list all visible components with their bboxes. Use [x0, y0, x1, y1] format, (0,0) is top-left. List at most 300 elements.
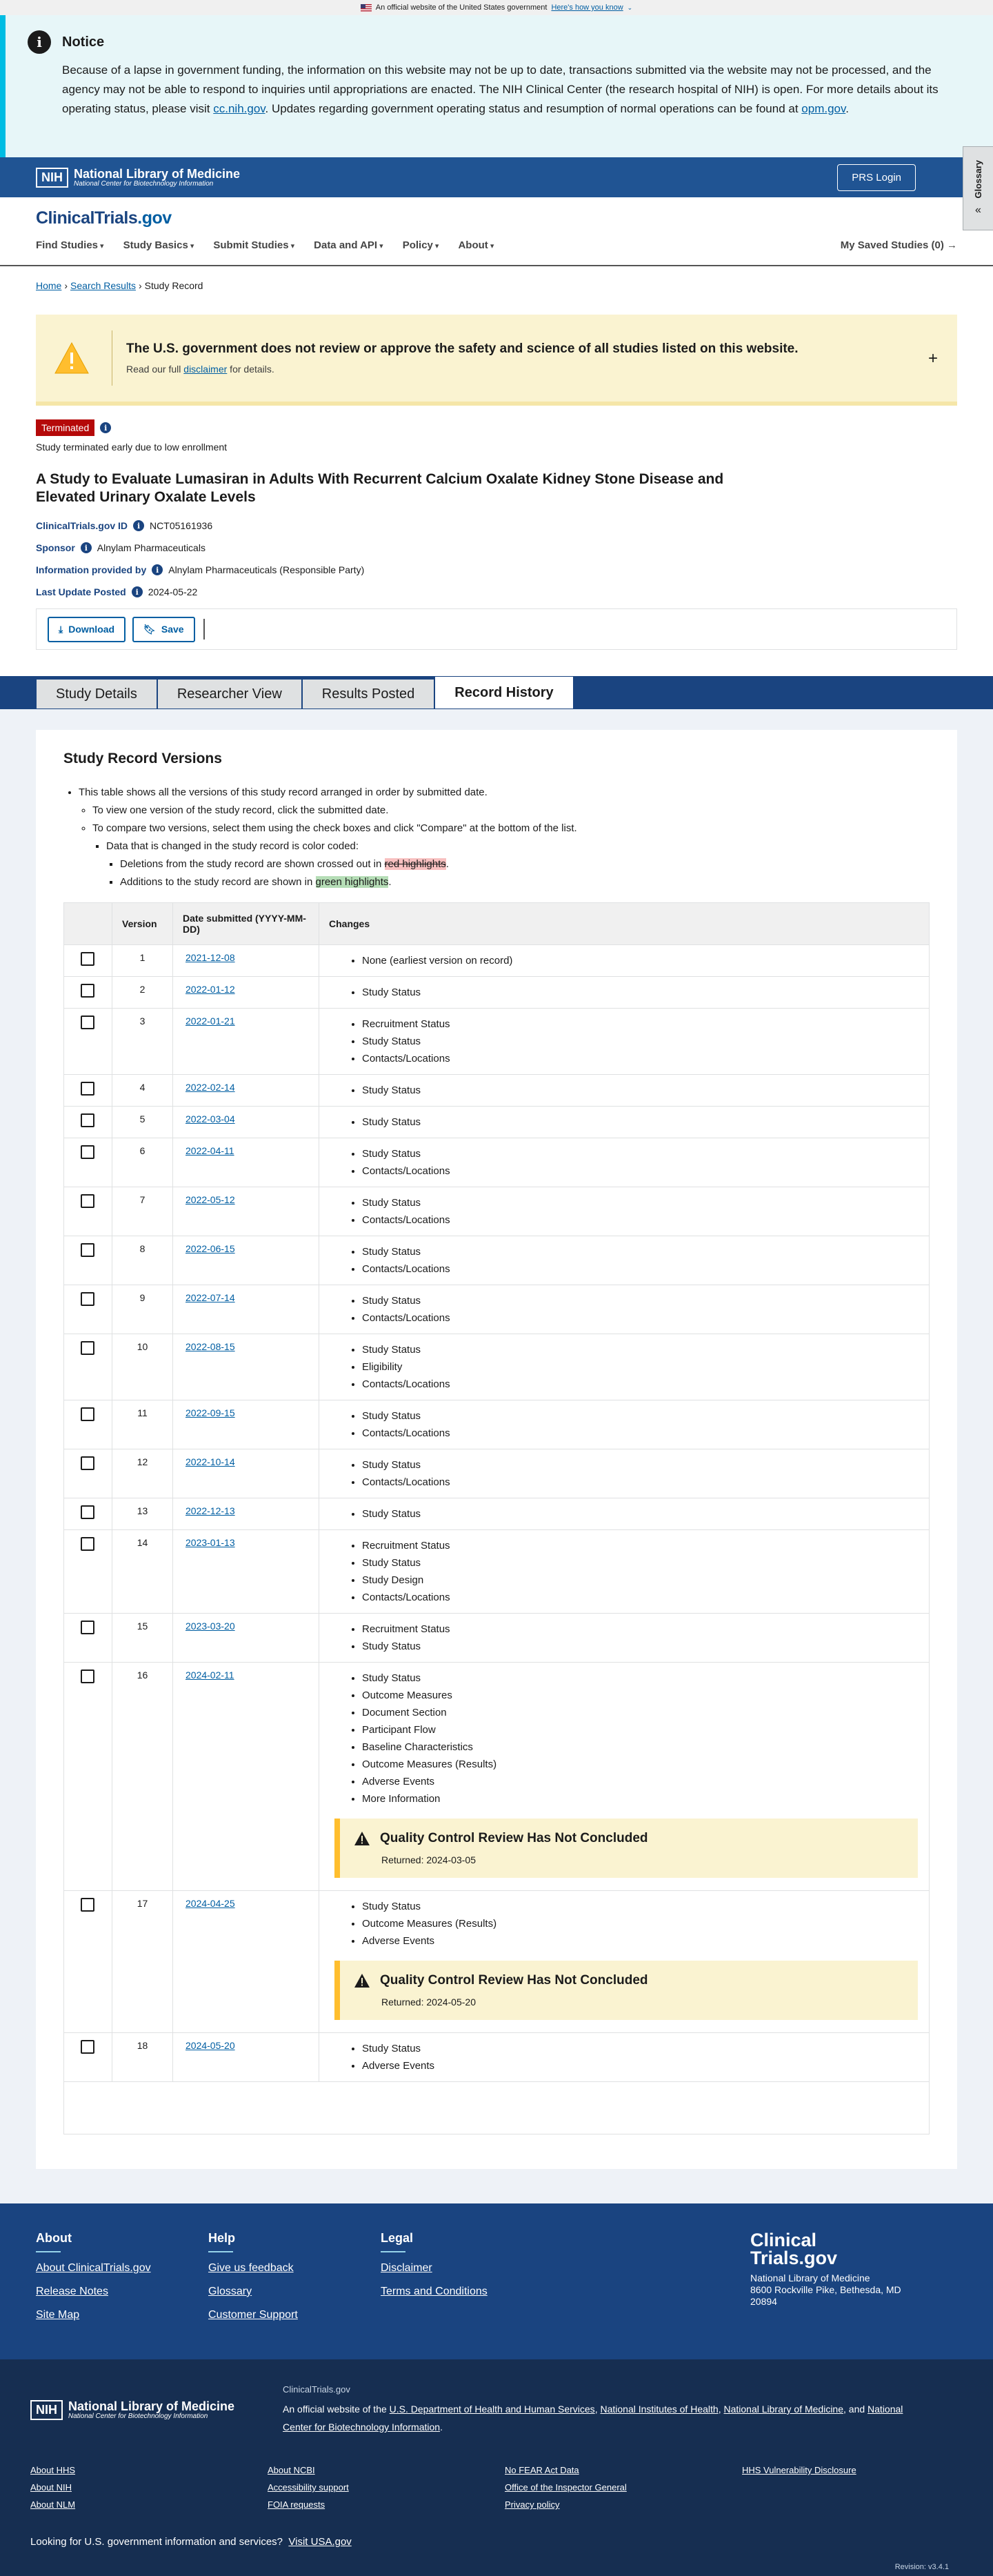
- version-date-cell: [173, 2033, 319, 2081]
- nlm-footer: [0, 2359, 993, 2576]
- change-item: • Outcome Measures (Results): [362, 1756, 918, 1773]
- header-changes: Changes: [329, 918, 370, 929]
- version-row: [64, 1662, 929, 1890]
- change-item: • Study Status: [362, 1407, 918, 1425]
- version-row: [64, 1285, 929, 1334]
- breadcrumb-search-results[interactable]: Search Results: [70, 280, 136, 291]
- history-title: Study Record Versions: [63, 751, 222, 766]
- download-label: Download: [68, 624, 115, 635]
- version-changes: [319, 1138, 929, 1187]
- nlm-footer-logo[interactable]: [30, 2384, 234, 2436]
- id-info-icon[interactable]: i: [133, 520, 144, 531]
- version-checkbox-cell: [64, 1614, 112, 1662]
- version-date-link[interactable]: 2024-02-11: [185, 1670, 234, 1681]
- notice-text-part: .: [845, 102, 849, 115]
- revision: Revision: v3.4.1: [894, 2563, 949, 2571]
- footer-about-title: About: [36, 2231, 72, 2245]
- footer-logo-line: Trials.gov: [750, 2248, 838, 2268]
- nlm-footer-link[interactable]: About NCBI: [268, 2465, 315, 2475]
- qc-title: Quality Control Review Has Not Concluded: [380, 1973, 648, 1988]
- footer-logo[interactable]: [750, 2231, 930, 2267]
- version-number: 4: [112, 1075, 173, 1106]
- version-checkbox[interactable]: [81, 952, 94, 966]
- ncbi-subtitle: National Center for Biotechnology Information: [74, 179, 214, 188]
- warning-icon: [354, 1831, 370, 1846]
- sponsor-label: Sponsor: [36, 542, 75, 553]
- change-item: • Study Status: [362, 1292, 918, 1309]
- sponsor-info-icon[interactable]: i: [81, 542, 92, 553]
- version-checkbox-cell: [64, 1009, 112, 1074]
- address-line: 8600 Rockville Pike, Bethesda, MD 20894: [750, 2284, 901, 2307]
- change-item: • Outcome Measures (Results): [362, 1915, 918, 1932]
- gov-banner-text: An official website of the United States government: [375, 3, 548, 12]
- version-changes: [319, 1498, 929, 1529]
- change-item: • Study Status: [362, 1670, 918, 1687]
- version-date-cell: [173, 1285, 319, 1334]
- version-number: 3: [112, 1009, 173, 1074]
- qc-returned: Returned: 2024-03-05: [381, 1854, 476, 1865]
- footer-link[interactable]: Customer Support: [208, 2309, 298, 2321]
- breadcrumb-separator: ›: [138, 280, 142, 291]
- version-date-link[interactable]: 2022-03-04: [185, 1113, 235, 1124]
- instruction-item: • This table shows all the versions of this study record arranged in order by submitted date.: [79, 784, 930, 802]
- divider: [203, 619, 205, 640]
- footer-link[interactable]: Disclaimer: [381, 2262, 432, 2274]
- change-item: • Contacts/Locations: [362, 1376, 918, 1393]
- footer-link[interactable]: Site Map: [36, 2309, 80, 2321]
- version-checkbox[interactable]: [81, 1505, 94, 1519]
- version-checkbox[interactable]: [81, 1292, 94, 1306]
- footer-link[interactable]: Give us feedback: [208, 2262, 294, 2274]
- version-checkbox-cell: [64, 945, 112, 976]
- ncbi-subtitle: National Center for Biotechnology Information: [68, 2412, 208, 2420]
- version-date-cell: [173, 1075, 319, 1106]
- footer-legal-title: Legal: [381, 2231, 414, 2245]
- footer-help-title: Help: [208, 2231, 236, 2245]
- version-date-link[interactable]: 2022-08-15: [185, 1341, 235, 1352]
- version-date-cell: [173, 977, 319, 1008]
- ncbi-link[interactable]: National Center for Biotechnology Information: [283, 2404, 903, 2433]
- version-number: 2: [112, 977, 173, 1008]
- version-date-link[interactable]: 2024-04-25: [185, 1898, 235, 1909]
- version-number: 7: [112, 1187, 173, 1236]
- provided-by-value: Alnylam Pharmaceuticals (Responsible Party): [168, 564, 365, 575]
- version-number: 14: [112, 1530, 173, 1613]
- usa-text: Looking for U.S. government information and services?: [30, 2536, 283, 2548]
- versions-body: [64, 944, 929, 2081]
- nav-study-basics[interactable]: Study Basics ▾: [123, 239, 194, 251]
- version-checkbox-cell: [64, 977, 112, 1008]
- disclaimer-banner: [36, 315, 957, 406]
- change-item: • Eligibility: [362, 1358, 918, 1376]
- green-highlight-sample: green highlights: [315, 876, 389, 888]
- change-item: • Study Status: [362, 1113, 918, 1131]
- version-number: 15: [112, 1614, 173, 1662]
- version-changes: [319, 2033, 929, 2081]
- nav-data-and-api[interactable]: Data and API ▾: [314, 239, 383, 251]
- divider: [36, 2251, 61, 2252]
- version-changes: [319, 1107, 929, 1138]
- tab-record-history[interactable]: Record History: [434, 676, 573, 709]
- version-date-link[interactable]: 2022-12-13: [185, 1505, 235, 1516]
- logo-text-b: .gov: [137, 208, 172, 228]
- version-checkbox-cell: [64, 1285, 112, 1334]
- save-button[interactable]: [132, 617, 194, 642]
- save-label: Save: [161, 624, 184, 635]
- version-date-cell: [173, 1449, 319, 1498]
- nlm-footer-link[interactable]: About NIH: [30, 2482, 72, 2493]
- change-item: • Adverse Events: [362, 2057, 918, 2074]
- footer-link[interactable]: Release Notes: [36, 2286, 108, 2297]
- version-checkbox[interactable]: [81, 1113, 94, 1127]
- last-update-value: 2024-05-22: [148, 586, 198, 597]
- version-number: 8: [112, 1236, 173, 1285]
- version-checkbox[interactable]: [81, 1015, 94, 1029]
- ct-header: [0, 197, 993, 266]
- record-history-card: [36, 730, 957, 2169]
- official-text: and: [848, 2404, 868, 2415]
- my-saved-studies-link[interactable]: My Saved Studies (0) →: [840, 239, 957, 251]
- change-item: • Contacts/Locations: [362, 1425, 918, 1442]
- nlm-footer-link[interactable]: Accessibility support: [268, 2482, 349, 2493]
- usa-gov-line: [30, 2536, 963, 2548]
- official-text: An official website of the: [283, 2404, 390, 2415]
- version-date-cell: [173, 1614, 319, 1662]
- tab-results-posted[interactable]: Results Posted: [302, 679, 435, 709]
- instruction-item: ◦ To compare two versions, select them using the check boxes and click "Compare" at the bottom of the list.: [92, 820, 930, 838]
- version-checkbox-cell: [64, 1187, 112, 1236]
- logo-text-a: ClinicalTrials: [36, 208, 138, 228]
- nlm-footer-link[interactable]: Office of the Inspector General: [505, 2482, 627, 2493]
- footer-ct-name: ClinicalTrials.gov: [283, 2384, 350, 2395]
- version-checkbox[interactable]: [81, 1341, 94, 1355]
- nav-policy[interactable]: Policy ▾: [403, 239, 439, 251]
- empty-cell: [742, 2499, 949, 2510]
- version-number: 10: [112, 1334, 173, 1400]
- notice-text: [62, 61, 965, 119]
- version-checkbox-cell: [64, 1236, 112, 1285]
- version-row: [64, 1449, 929, 1498]
- change-item: • None (earliest version on record): [362, 952, 918, 969]
- double-chevron-left-icon: «: [975, 204, 981, 216]
- version-row: [64, 1236, 929, 1285]
- version-changes: [319, 1009, 929, 1074]
- usa-gov-link[interactable]: Visit USA.gov: [288, 2536, 352, 2548]
- versions-header: [64, 903, 929, 944]
- version-checkbox-cell: [64, 1400, 112, 1449]
- version-checkbox[interactable]: [81, 1082, 94, 1096]
- change-item: • Study Status: [362, 1505, 918, 1523]
- change-item: • Recruitment Status: [362, 1015, 918, 1033]
- nih-logo-mark: NIH: [30, 2400, 63, 2420]
- version-checkbox-cell: [64, 1530, 112, 1613]
- cc-nih-link[interactable]: cc.nih.gov: [213, 102, 265, 115]
- gov-banner: [0, 0, 993, 15]
- version-checkbox-cell: [64, 1449, 112, 1498]
- version-checkbox-cell: [64, 1891, 112, 2032]
- update-info-icon[interactable]: i: [132, 586, 143, 597]
- version-row: [64, 1890, 929, 2032]
- versions-table: [63, 902, 930, 2134]
- change-item: • Contacts/Locations: [362, 1309, 918, 1327]
- version-number: 13: [112, 1498, 173, 1529]
- qc-alert: [334, 1961, 918, 2020]
- version-changes: [319, 1285, 929, 1334]
- version-checkbox[interactable]: [81, 1898, 94, 1912]
- version-changes: [319, 1449, 929, 1498]
- hhs-link[interactable]: U.S. Department of Health and Human Services: [389, 2404, 595, 2415]
- version-changes: [319, 1400, 929, 1449]
- nlm-footer-links: [30, 2465, 963, 2510]
- version-checkbox[interactable]: [81, 1621, 94, 1634]
- warning-icon: [54, 341, 90, 375]
- breadcrumb-separator: ›: [64, 280, 68, 291]
- version-row: [64, 1334, 929, 1400]
- expand-plus-icon[interactable]: +: [927, 349, 938, 368]
- version-changes: [319, 977, 929, 1008]
- version-date-link[interactable]: 2021-12-08: [185, 952, 235, 963]
- warning-icon: [354, 1973, 370, 1988]
- change-item: • Study Status: [362, 1638, 918, 1655]
- version-date-cell: [173, 1107, 319, 1138]
- tab-researcher-view[interactable]: Researcher View: [157, 679, 302, 709]
- official-site-text: ClinicalTrials.gov An official website of the U.S. Department of Health and Human Services, National Institutes of Health, National Library of Medicine, and National Center for Biotechnology Information.: [283, 2384, 924, 2436]
- version-date-cell: [173, 1891, 319, 2032]
- status-badge: Terminated: [36, 419, 94, 436]
- opm-link[interactable]: opm.gov: [801, 102, 846, 115]
- site-footer: [0, 2203, 993, 2359]
- version-date-link[interactable]: 2022-09-15: [185, 1407, 235, 1418]
- version-date-cell: [173, 1530, 319, 1613]
- instruction-text: Deletions from the study record are shown crossed out in: [120, 858, 385, 870]
- version-date-link[interactable]: 2022-01-21: [185, 1015, 235, 1027]
- id-label: ClinicalTrials.gov ID: [36, 520, 128, 531]
- version-row: [64, 1138, 929, 1187]
- nlm-footer-link[interactable]: About NLM: [30, 2499, 76, 2510]
- status-info-icon[interactable]: i: [100, 422, 111, 433]
- nav-submit-studies[interactable]: Submit Studies ▾: [213, 239, 294, 251]
- change-item: • Study Design: [362, 1572, 918, 1589]
- version-checkbox-cell: [64, 1663, 112, 1890]
- history-instructions: [63, 784, 930, 891]
- version-date-link[interactable]: 2024-05-20: [185, 2040, 235, 2051]
- study-header: [0, 406, 993, 597]
- version-checkbox[interactable]: [81, 1243, 94, 1257]
- disclaimer-text-part: Read our full: [126, 364, 184, 375]
- version-changes: [319, 1187, 929, 1236]
- footer-about: [36, 2231, 208, 2359]
- action-bar: [36, 608, 957, 650]
- provided-info-icon[interactable]: i: [152, 564, 163, 575]
- notice-title: Notice: [62, 34, 105, 50]
- change-item: • Contacts/Locations: [362, 1050, 918, 1067]
- version-checkbox[interactable]: [81, 1407, 94, 1421]
- version-checkbox[interactable]: [81, 1537, 94, 1551]
- nlm-footer-link[interactable]: About HHS: [30, 2465, 76, 2475]
- version-number: 1: [112, 945, 173, 976]
- change-item: • Study Status: [362, 2040, 918, 2057]
- change-item: • Study Status: [362, 1194, 918, 1211]
- change-item: • More Information: [362, 1790, 918, 1807]
- change-item: • Contacts/Locations: [362, 1162, 918, 1180]
- nlm-header: [0, 157, 993, 197]
- qc-alert: [334, 1819, 918, 1878]
- version-changes: [319, 1891, 929, 2032]
- nlm-name: National Library of Medicine: [74, 166, 241, 181]
- footer-address: [750, 2272, 930, 2308]
- disclaimer-title: The U.S. government does not review or approve the safety and science of all studies listed on this website.: [126, 341, 799, 356]
- version-row: [64, 1498, 929, 1529]
- chevron-down-icon: ⌄: [627, 3, 633, 11]
- change-item: • Contacts/Locations: [362, 1211, 918, 1229]
- download-button[interactable]: [48, 617, 126, 642]
- change-item: • Study Status: [362, 1082, 918, 1099]
- version-date-link[interactable]: 2023-03-20: [185, 1621, 235, 1632]
- version-date-link[interactable]: 2022-02-14: [185, 1082, 235, 1093]
- change-item: • Outcome Measures: [362, 1687, 918, 1704]
- version-number: 12: [112, 1449, 173, 1498]
- nav-find-studies[interactable]: Find Studies ▾: [36, 239, 104, 251]
- version-date-link[interactable]: 2022-07-14: [185, 1292, 235, 1303]
- change-item: • Study Status: [362, 1554, 918, 1572]
- footer-link[interactable]: Glossary: [208, 2286, 252, 2297]
- instruction-item: ▪ Additions to the study record are shown in green highlights.: [120, 873, 930, 891]
- study-tabs: [0, 676, 993, 709]
- version-date-link[interactable]: 2022-10-14: [185, 1456, 235, 1467]
- qc-title: Quality Control Review Has Not Concluded: [380, 1831, 648, 1845]
- nlm-link[interactable]: National Library of Medicine: [723, 2404, 843, 2415]
- version-checkbox[interactable]: [81, 984, 94, 998]
- version-row: [64, 1613, 929, 1662]
- version-date-cell: [173, 1187, 319, 1236]
- study-title: A Study to Evaluate Lumasiran in Adults With Recurrent Calcium Oxalate Kidney Stone Disease and Elevated Urinary Oxalate Levels: [36, 471, 724, 505]
- header-date: Date submitted (YYYY-MM-DD): [173, 903, 319, 944]
- version-row: [64, 1074, 929, 1106]
- instruction-item: ◦ To view one version of the study record, click the submitted date.: [92, 802, 930, 820]
- instruction-item: ▪ Data that is changed in the study record is color coded:: [106, 838, 930, 855]
- last-update-label: Last Update Posted: [36, 586, 126, 597]
- download-icon: ⤓: [59, 623, 63, 635]
- header-checkbox-col: [64, 903, 112, 944]
- divider: [208, 2251, 233, 2252]
- footer-link[interactable]: About ClinicalTrials.gov: [36, 2262, 151, 2274]
- version-date-cell: [173, 1334, 319, 1400]
- change-item: • Adverse Events: [362, 1773, 918, 1790]
- status-note: Study terminated early due to low enrollment: [36, 442, 228, 453]
- version-date-link[interactable]: 2022-04-11: [185, 1145, 234, 1156]
- main-nav: [36, 239, 957, 251]
- instruction-item: ▪ Deletions from the study record are shown crossed out in red highlights.: [120, 855, 930, 873]
- version-number: 18: [112, 2033, 173, 2081]
- notice-text-part: . Updates regarding government operating status and resumption of normal operations can be found at: [265, 102, 802, 115]
- tab-study-details[interactable]: Study Details: [36, 679, 157, 709]
- change-item: • Study Status: [362, 1033, 918, 1050]
- version-date-cell: [173, 1400, 319, 1449]
- version-date-link[interactable]: 2022-06-15: [185, 1243, 235, 1254]
- version-row: [64, 1106, 929, 1138]
- nih-link[interactable]: National Institutes of Health: [600, 2404, 719, 2415]
- version-row: [64, 1187, 929, 1236]
- versions-footer: [64, 2081, 929, 2134]
- nlm-logo[interactable]: [36, 168, 240, 188]
- disclaimer-link[interactable]: disclaimer: [183, 364, 228, 375]
- breadcrumb-home[interactable]: Home: [36, 280, 62, 291]
- footer-logo-line: Clinical: [750, 2230, 817, 2250]
- footer-help: [208, 2231, 381, 2359]
- version-checkbox[interactable]: [81, 2040, 94, 2054]
- version-checkbox[interactable]: [81, 1145, 94, 1159]
- info-icon: i: [28, 30, 51, 54]
- version-changes: [319, 1334, 929, 1400]
- nlm-footer-link[interactable]: FOIA requests: [268, 2499, 325, 2510]
- prs-login-button[interactable]: PRS Login: [837, 164, 916, 191]
- nav-about[interactable]: About ▾: [458, 239, 494, 251]
- version-number: 16: [112, 1663, 173, 1890]
- nlm-footer-link[interactable]: Privacy policy: [505, 2499, 560, 2510]
- bookmark-icon: 🔖︎: [143, 623, 156, 635]
- version-changes: [319, 1530, 929, 1613]
- footer-link[interactable]: Terms and Conditions: [381, 2286, 488, 2297]
- version-changes: [319, 1075, 929, 1106]
- version-row: [64, 944, 929, 976]
- change-item: • Study Status: [362, 1898, 918, 1915]
- red-highlight-sample: red highlights: [384, 858, 446, 870]
- header-version: Version: [112, 903, 173, 944]
- version-number: 17: [112, 1891, 173, 2032]
- version-date-cell: [173, 1009, 319, 1074]
- version-checkbox[interactable]: [81, 1456, 94, 1470]
- breadcrumb: [0, 266, 993, 305]
- notice-text-part: Because of a lapse in government funding, the information on this website may not be up to date, transactions submitted via the website may not be processed, and the agency may not be able to respond to inquiries until appropriations are enacted. The NIH Clinical Center (the research hospital of NIH) is open. For more details about its operating status, please visit: [62, 63, 939, 115]
- study-meta: [36, 520, 957, 597]
- version-date-link[interactable]: 2022-01-12: [185, 984, 235, 995]
- version-date-cell: [173, 1663, 319, 1890]
- version-date-link[interactable]: 2023-01-13: [185, 1537, 235, 1548]
- glossary-tab[interactable]: [963, 146, 993, 230]
- version-checkbox-cell: [64, 1138, 112, 1187]
- version-checkbox[interactable]: [81, 1670, 94, 1683]
- version-number: 9: [112, 1285, 173, 1334]
- content-area: [0, 709, 993, 2203]
- version-date-cell: [173, 1138, 319, 1187]
- heres-how-you-know-link[interactable]: Here's how you know: [551, 3, 623, 12]
- sponsor-value: Alnylam Pharmaceuticals: [97, 542, 205, 553]
- change-item: • Study Status: [362, 1243, 918, 1260]
- nlm-footer-link[interactable]: No FEAR Act Data: [505, 2465, 579, 2475]
- version-changes: [319, 945, 929, 976]
- version-row: [64, 1400, 929, 1449]
- divider: [381, 2251, 405, 2252]
- glossary-tab-label: Glossary: [973, 160, 983, 199]
- version-changes: [319, 1236, 929, 1285]
- version-row: [64, 1008, 929, 1074]
- version-checkbox[interactable]: [81, 1194, 94, 1208]
- version-row: [64, 2032, 929, 2081]
- us-flag-icon: [361, 4, 372, 12]
- empty-cell: [742, 2482, 949, 2493]
- disclaimer-text-part: for details.: [227, 364, 274, 375]
- version-date-link[interactable]: 2022-05-12: [185, 1194, 235, 1205]
- change-item: • Recruitment Status: [362, 1537, 918, 1554]
- version-changes: [319, 1663, 929, 1890]
- clinicaltrials-logo[interactable]: [36, 208, 957, 228]
- address-line: National Library of Medicine: [750, 2272, 870, 2283]
- change-item: • Recruitment Status: [362, 1621, 918, 1638]
- change-item: • Adverse Events: [362, 1932, 918, 1950]
- footer-brand: [750, 2231, 930, 2359]
- change-item: • Study Status: [362, 1341, 918, 1358]
- nlm-footer-link[interactable]: HHS Vulnerability Disclosure: [742, 2465, 856, 2475]
